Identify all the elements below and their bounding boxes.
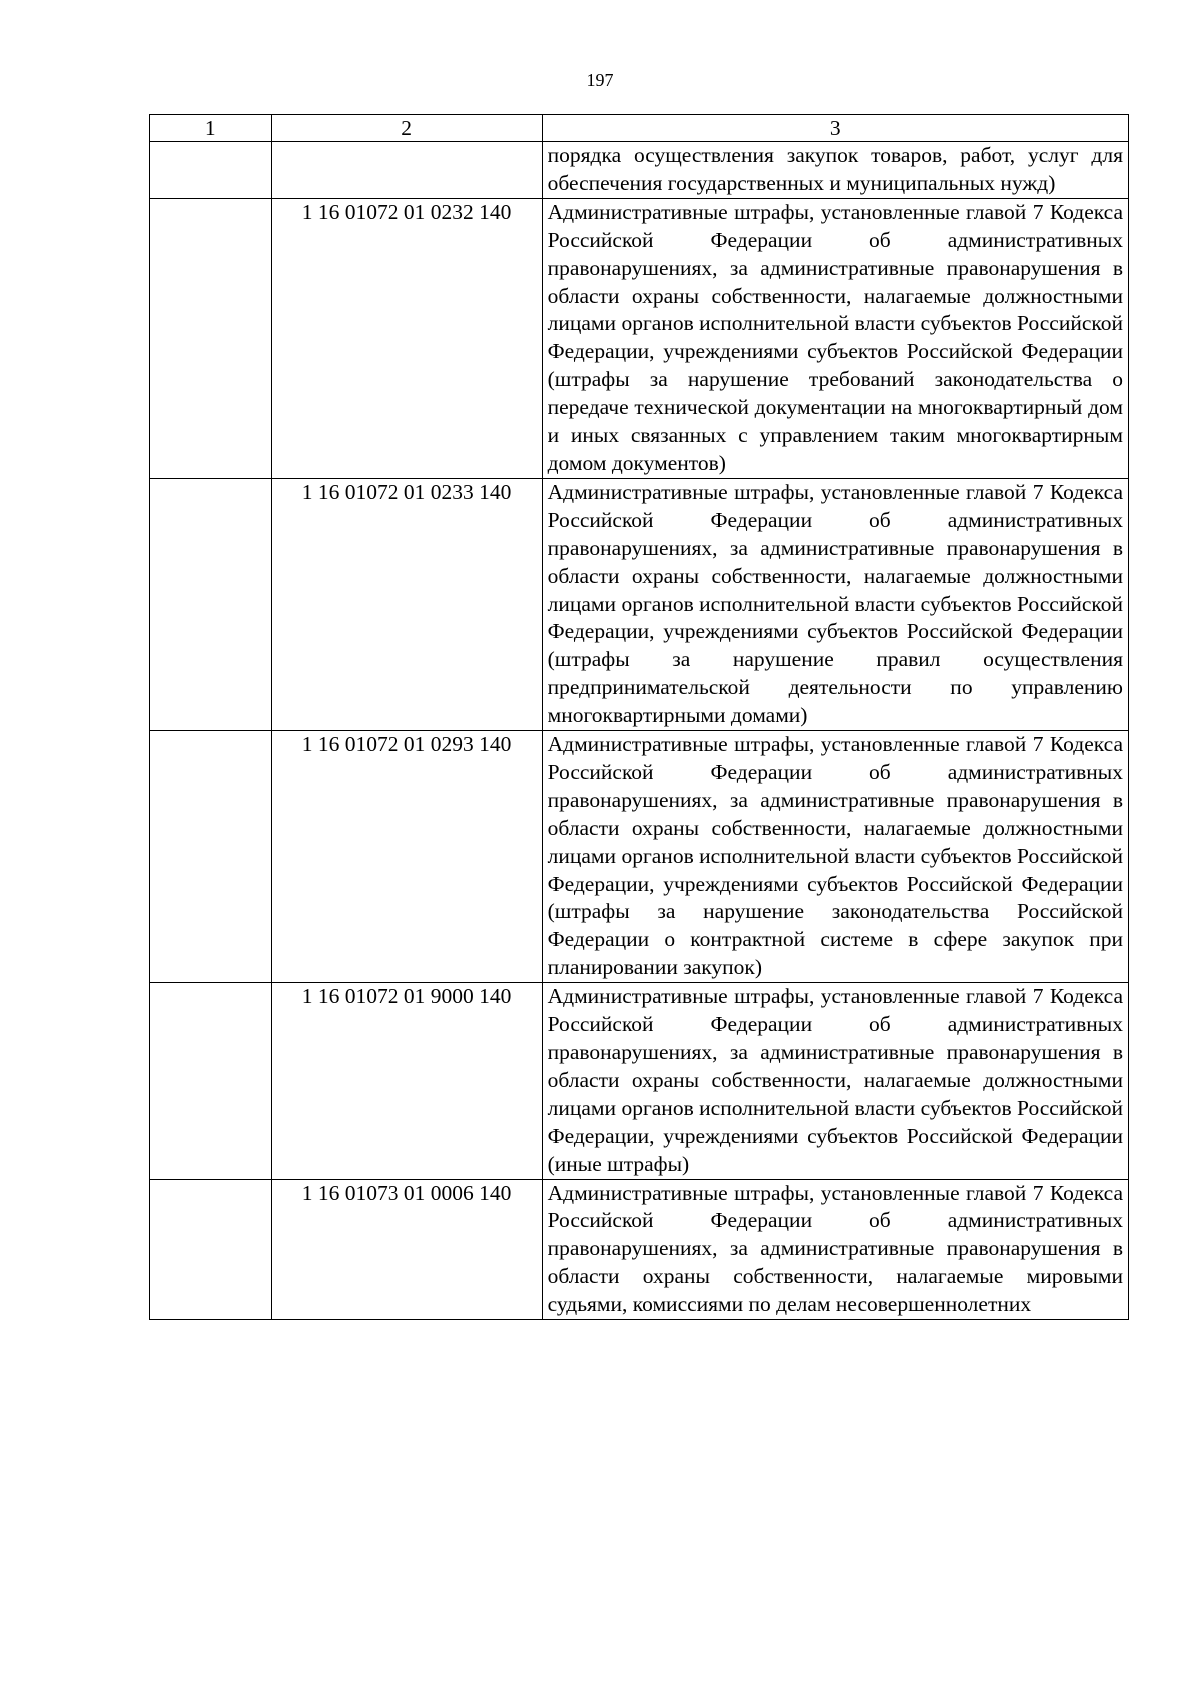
budget-code-cell: 1 16 01073 01 0006 140 xyxy=(271,1179,542,1320)
row-number-cell xyxy=(150,983,272,1179)
table-row xyxy=(150,983,1129,1179)
budget-code-cell: 1 16 01072 01 0293 140 xyxy=(271,731,542,983)
row-number-cell xyxy=(150,142,272,199)
table-row xyxy=(150,478,1129,730)
description-cell: Административные штрафы, установленные главой 7 Кодекса Российской Федерации об административных правонарушениях, за административные правонарушения в области охраны собственности, налагаемые должностными лицами органов исполнительной власти субъектов Российской Федерации, учреждениями субъектов Российской Федерации (штрафы за нарушение законодательства Российской Федерации о контрактной системе в сфере закупок при планировании закупок) xyxy=(542,731,1128,983)
row-number-cell xyxy=(150,478,272,730)
table-row xyxy=(150,1179,1129,1320)
description-cell: Административные штрафы, установленные главой 7 Кодекса Российской Федерации об административных правонарушениях, за административные правонарушения в области охраны собственности, налагаемые должностными лицами органов исполнительной власти субъектов Российской Федерации, учреждениями субъектов Российской Федерации (штрафы за нарушение требований законодательства о передаче технической документации на многоквартирный дом и иных связанных с управлением таким многоквартирным домом документов) xyxy=(542,198,1128,478)
row-number-cell xyxy=(150,731,272,983)
column-header-2: 2 xyxy=(271,115,542,142)
description-cell: порядка осуществления закупок товаров, работ, услуг для обеспечения государственных и муниципальных нужд) xyxy=(542,142,1128,199)
table-header-row xyxy=(150,115,1129,142)
description-cell: Административные штрафы, установленные главой 7 Кодекса Российской Федерации об административных правонарушениях, за административные правонарушения в области охраны собственности, налагаемые должностными лицами органов исполнительной власти субъектов Российской Федерации, учреждениями субъектов Российской Федерации (штрафы за нарушение правил осуществления предпринимательской деятельности по управлению многоквартирными домами) xyxy=(542,478,1128,730)
table-row xyxy=(150,142,1129,199)
budget-code-cell xyxy=(271,142,542,199)
budget-code-cell: 1 16 01072 01 0233 140 xyxy=(271,478,542,730)
budget-code-cell: 1 16 01072 01 9000 140 xyxy=(271,983,542,1179)
document-table xyxy=(149,114,1129,1320)
column-header-1: 1 xyxy=(150,115,272,142)
description-cell: Административные штрафы, установленные главой 7 Кодекса Российской Федерации об административных правонарушениях, за административные правонарушения в области охраны собственности, налагаемые мировыми судьями, комиссиями по делам несовершеннолетних xyxy=(542,1179,1128,1320)
table-row xyxy=(150,198,1129,478)
column-header-3: 3 xyxy=(542,115,1128,142)
row-number-cell xyxy=(150,1179,272,1320)
row-number-cell xyxy=(150,198,272,478)
table-row xyxy=(150,731,1129,983)
description-cell: Административные штрафы, установленные главой 7 Кодекса Российской Федерации об административных правонарушениях, за административные правонарушения в области охраны собственности, налагаемые должностными лицами органов исполнительной власти субъектов Российской Федерации, учреждениями субъектов Российской Федерации (иные штрафы) xyxy=(542,983,1128,1179)
page-number: 197 xyxy=(586,70,614,90)
budget-code-cell: 1 16 01072 01 0232 140 xyxy=(271,198,542,478)
